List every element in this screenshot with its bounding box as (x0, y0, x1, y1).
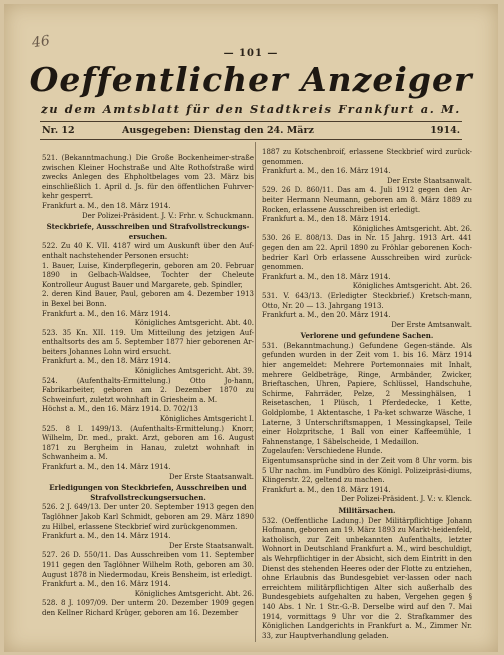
issue-meta-line (42, 125, 460, 137)
paragraph: 531. V. 643/13. (Erledigter Steckbrief.) Kretsch-mann, Otto, Nr. 20 — 13. Jahrgang 1913. (262, 291, 472, 310)
paragraph: Frankfurt a. M., den 18. März 1914. (262, 272, 391, 281)
signature-line: Königliches Amtsgericht I. (159, 415, 254, 424)
page-title: Oeffentlicher Anzeiger (29, 60, 473, 99)
paragraph: 523. 35 Kn. XII. 119. Um Mitteilung des jetzigen Auf-enthaltsorts des am 5. September 1877 hier geborenen Ar-beiters Johannes Lohn wird ersucht. (42, 328, 254, 356)
paragraph: 531. (Bekanntmachung.) Gefundene Gegen-stände. Als gefunden wurden in der Zeit vom 1. bis 16. März 1914 hier angemeldet: Mehrere Portemonnaies mit Inhalt, mehrere Geldbeträge, Ringe, Armbänder, Zwicker, Brieftaschen, Uhren, Papiere, Schlüssel, Handschuhe, Schirme, Fahrräder, Pelze, 2 Messinghälsen, 1 Reisetaschen, 1 Plüsch, 1 Pferdedecke, 1 Kette, Goldplombe, 1 Aktentasche, 1 Pa-ket schwarze Wäsche, 1 Laterne, 3 Unterschriftsmappen, 1 Messingkapsel, Teile einer Holzpritsche, 1 Ball von einer Kaffeemühle, 1 Fahnenstange, 1 Säbelscheide, 1 Medaillon. (262, 341, 472, 446)
signature-line: Der Polizei-Präsident. J. V.: Frhr. v. Schuckmann. (82, 211, 254, 220)
issue-date: Ausgegeben: Dienstag den 24. März (122, 125, 314, 136)
left-column (42, 154, 254, 619)
signature-line: Der Polizei-Präsident. J. V.: v. Klenck. (341, 495, 472, 504)
paragraph: Frankfurt a. M., den 18. März 1914. (262, 485, 391, 494)
paragraph: 526. 2 J. 649/13. Der unter 20. September 1913 gegen den Taglöhner Jakob Karl Schmidt, geboren am 29. März 1890 zu Hilbel, erlassene Steckbrief wird zurückgenommen. (42, 503, 254, 531)
signature-line: Königliches Amtsgericht. Abt. 26. (134, 589, 254, 598)
signature-line: Königliches Amtsgericht. Abt. 40. (134, 319, 254, 328)
paragraph: Frankfurt a. M., den 18. März 1914. (42, 357, 171, 366)
signature-line: Der Erste Staatsanwalt. (386, 176, 472, 185)
paragraph: 1887 zu Kotschenbroif, erlassene Steckbrief wird zurück-genommen. (262, 148, 472, 166)
paragraph: Frankfurt a. M., den 18. März 1914. (262, 215, 391, 224)
paragraph: Zugelaufen: Verschiedene Hunde. (262, 447, 383, 456)
signature-line: Der Erste Staatsanwalt. (168, 541, 254, 550)
paragraph: 532. (Oeffentliche Ladung.) Der Militärpflichtige Johann Hofmann, geboren am 19. März 1893 zu Markt-heidenfeld, katholisch, zur Zeit unbekannten Aufenthalts, letzter Wohnort in Deutschland Frankfurt a. M., wird beschuldigt, als Wehrpflichtiger in der Absicht, sich dem Eintritt in den Dienst des stehenden Heeres oder der Flotte zu entziehen, ohne Erlaubnis das Bundesgebiet ver-lassen oder nach erreichtem militärpflichtigen Alter sich außerhalb des Bundesgebiets aufgehalten zu haben, Vergehen gegen § 140 Abs. 1 Nr. 1 Str.-G.-B. Derselbe wird auf den 7. Mai 1914, vormittags 9 Uhr vor die 2. Strafkammer des Königlichen Landgerichts in Frankfurt a. M., Zimmer Nr. 33, zur Hauptverhandlung geladen. (262, 516, 472, 640)
signature-line: Königliches Amtsgericht. Abt. 39. (134, 367, 254, 376)
paragraph: 527. 26 D. 550/11. Das Ausschreiben vom 11. September 1911 gegen den Taglöhner Wilhelm Roth, geboren am 30. August 1878 in Niedermodau, Kreis Bensheim, ist erledigt. (42, 551, 254, 579)
header-rule-bottom (40, 139, 462, 140)
paragraph: 530. 26 E. 808/13. Das in Nr. 15 Jahrg. 1913 Art. 441 gegen den am 22. April 1890 zu Fröhlar geborenen Koch-bedrier Karl Orb erlassene Ausschreiben wird zurück-genommen. (262, 234, 472, 272)
header-rule-top (40, 121, 462, 122)
paragraph: Höchst a. M., den 16. März 1914. D. 702/13 (42, 405, 198, 414)
signature-line: Der Erste Amtsanwalt. (391, 320, 472, 329)
section-heading: Steckbriefe, Ausschreiben und Strafvollstreckungs-ersuchen. (46, 222, 250, 241)
paragraph: Frankfurt a. M., den 16. März 1914. (42, 580, 171, 589)
paragraph: 528. 8 J. 1097/09. Der unterm 20. Dezember 1909 gegen den Kellner Richard Krüger, geboren am 16. Dezember (42, 599, 254, 617)
page-subtitle: zu dem Amtsblatt für den Stadtkreis Frankfurt a. M. (41, 102, 461, 116)
issue-year: 1914. (430, 125, 460, 136)
signature-line: Königliches Amtsgericht. Abt. 26. (352, 282, 472, 291)
paragraph: 524. (Aufenthalts-Ermittelung.) Otto Jo-hann, Fabrikarbeiter, geboren am 2. Dezember 1870 zu Schweinfurt, zuletzt wohnhaft in Griesheim a. M. (42, 376, 254, 404)
paragraph: Frankfurt a. M., den 16. März 1914. (262, 167, 391, 176)
paragraph: 529. 26 D. 860/11. Das am 4. Juli 1912 gegen den Ar-beiter Hermann Neumann, geboren am 8. März 1889 zu Rocken, erlassene Ausschreiben ist erledigt. (262, 186, 472, 214)
paragraph: 525. 8 I. 1499/13. (Aufenthalts-Ermittelung.) Knorr, Wilhelm, Dr. med., prakt. Arzt, geboren am 16. August 1871 zu Bergheim in Hanau, zuletzt wohnhaft in Schwanheim a. M. (42, 424, 254, 462)
paragraph: 521. (Bekanntmachung.) Die Große Bockenheimer-straße zwischen Kleiner Hochstraße und Alte Rothofstraße wird zwecks Anlegen des Ehpholtbelages vom 23. März bis einschließlich 1. April d. Js. für den öffentlichen Fuhrver-kehr gesperrt. (42, 154, 254, 201)
signature-line: Der Erste Staatsanwalt. (168, 472, 254, 481)
page-number: — 101 — (223, 48, 279, 59)
paragraph: 1. Bauer, Luise, Kinderpflegerin, geboren am 20. Februar 1890 in Gelbach-Waldsee, Tochter der Cheleute Kontrolleur August Bauer und Margarete, geb. Spindler, (42, 261, 254, 289)
section-heading: Erledigungen von Steckbriefen, Ausschreiben und Strafvollstreckungsersuchen. (49, 483, 247, 502)
section-heading: Militärsachen. (338, 505, 396, 515)
paragraph: Frankfurt a. M., den 16. März 1914. (42, 309, 171, 318)
section-heading: Verlorene und gefundene Sachen. (300, 331, 434, 341)
handwritten-mark: 46 (30, 32, 51, 52)
paragraph: 522. Zu 40 K. VII. 4187 wird um Auskunft über den Auf-enthalt nachstehender Personen ersucht: (42, 242, 254, 260)
newspaper-page (4, 4, 498, 652)
paragraph: 2. deren Kind Bauer, Paul, geboren am 4. Dezember 1913 in Bexel bei Bonn. (42, 290, 254, 308)
paragraph: Frankfurt a. M., den 14. März 1914. (42, 463, 171, 471)
paragraph: Frankfurt a. M., den 14. März 1914. (42, 532, 171, 541)
paragraph: Frankfurt a. M., den 20. März 1914. (262, 311, 391, 320)
signature-line: Königliches Amtsgericht. Abt. 26. (352, 224, 472, 233)
paragraph: Eigentumsansprüche sind in der Zeit vom 8 Uhr vorm. bis 5 Uhr nachm. im Fundbüro des Königl. Polizeipräsi-diums, Klingerstr. 22, geltend zu machen. (262, 457, 472, 485)
column-divider (255, 142, 256, 642)
paragraph: Frankfurt a. M., den 18. März 1914. (42, 201, 171, 210)
right-column (262, 148, 472, 641)
issue-number: Nr. 12 (42, 125, 75, 136)
